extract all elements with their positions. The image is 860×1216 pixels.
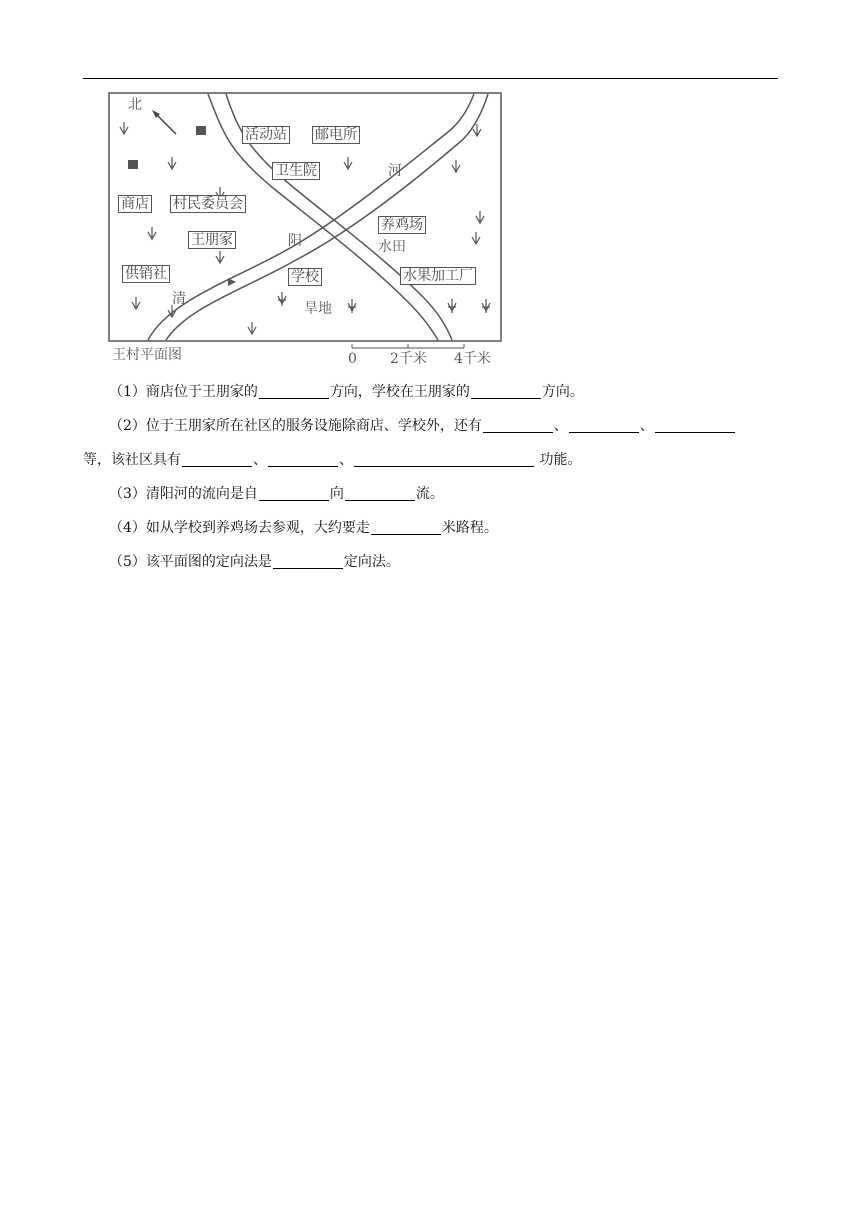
answer-blank[interactable] xyxy=(268,451,338,467)
answer-blank[interactable] xyxy=(259,383,329,399)
q2-text-b: 等，该社区具有 xyxy=(83,452,181,468)
answer-blank[interactable] xyxy=(354,451,534,467)
label-river-he: 河 xyxy=(388,163,402,179)
answer-blank[interactable] xyxy=(655,417,735,433)
label-wang-home: 王朋家 xyxy=(188,231,236,249)
label-chicken: 养鸡场 xyxy=(378,216,426,234)
label-fruit: 水果加工厂 xyxy=(400,267,476,285)
q2-text-a: （2）位于王朋家所在社区的服务设施除商店、学校外，还有 xyxy=(109,418,482,434)
q3-text-a: （3）清阳河的流向是自 xyxy=(109,486,258,502)
q1-text-b: 方向，学校在王朋家的 xyxy=(329,384,470,400)
label-clinic: 卫生院 xyxy=(272,162,320,180)
q2-text-c: 功能。 xyxy=(539,452,582,468)
label-school: 学校 xyxy=(288,268,322,286)
separator: 、 xyxy=(553,418,568,434)
separator: 、 xyxy=(639,418,654,434)
answer-blank[interactable] xyxy=(182,451,252,467)
question-5 xyxy=(109,552,400,572)
label-supply: 供销社 xyxy=(122,265,170,283)
answer-blank[interactable] xyxy=(569,417,639,433)
q4-text-b: 米路程。 xyxy=(441,520,498,536)
map-drawing xyxy=(108,92,508,368)
q5-text-a: （5）该平面图的定向法是 xyxy=(109,554,272,570)
label-paddy: 水田 xyxy=(378,239,406,255)
answer-blank[interactable] xyxy=(371,519,441,535)
scale-zero: 0 xyxy=(348,351,357,367)
question-2-cont xyxy=(83,450,581,470)
label-river-yang: 阳 xyxy=(288,233,302,249)
question-1 xyxy=(109,382,584,402)
answer-blank[interactable] xyxy=(345,485,415,501)
scale-mid: 2千米 xyxy=(390,351,427,367)
map-title: 王村平面图 xyxy=(112,347,182,363)
label-activity: 活动站 xyxy=(242,126,290,144)
q5-text-b: 定向法。 xyxy=(343,554,400,570)
scale-bar xyxy=(352,344,464,348)
building-marker xyxy=(128,160,138,169)
answer-blank[interactable] xyxy=(259,485,329,501)
question-3 xyxy=(109,484,444,504)
label-shop: 商店 xyxy=(118,195,152,213)
label-committee: 村民委员会 xyxy=(170,195,246,213)
separator: 、 xyxy=(339,452,353,468)
label-dryland: 旱地 xyxy=(304,301,332,317)
answer-blank[interactable] xyxy=(471,383,541,399)
village-map xyxy=(108,92,508,368)
separator: 、 xyxy=(253,452,267,468)
building-marker xyxy=(196,126,206,135)
label-river-qing: 清 xyxy=(172,291,186,307)
answer-blank[interactable] xyxy=(483,417,553,433)
header-rule xyxy=(83,78,778,79)
q3-text-b: 向 xyxy=(329,486,344,502)
q4-text-a: （4）如从学校到养鸡场去参观，大约要走 xyxy=(109,520,370,536)
scale-end: 4千米 xyxy=(454,351,491,367)
label-post: 邮电所 xyxy=(312,126,360,144)
q1-text-c: 方向。 xyxy=(541,384,584,400)
q1-text-a: （1）商店位于王朋家的 xyxy=(109,384,258,400)
question-4 xyxy=(109,518,498,538)
answer-blank[interactable] xyxy=(273,553,343,569)
question-2 xyxy=(109,416,736,436)
north-label: 北 xyxy=(128,97,142,113)
q3-text-c: 流。 xyxy=(415,486,444,502)
